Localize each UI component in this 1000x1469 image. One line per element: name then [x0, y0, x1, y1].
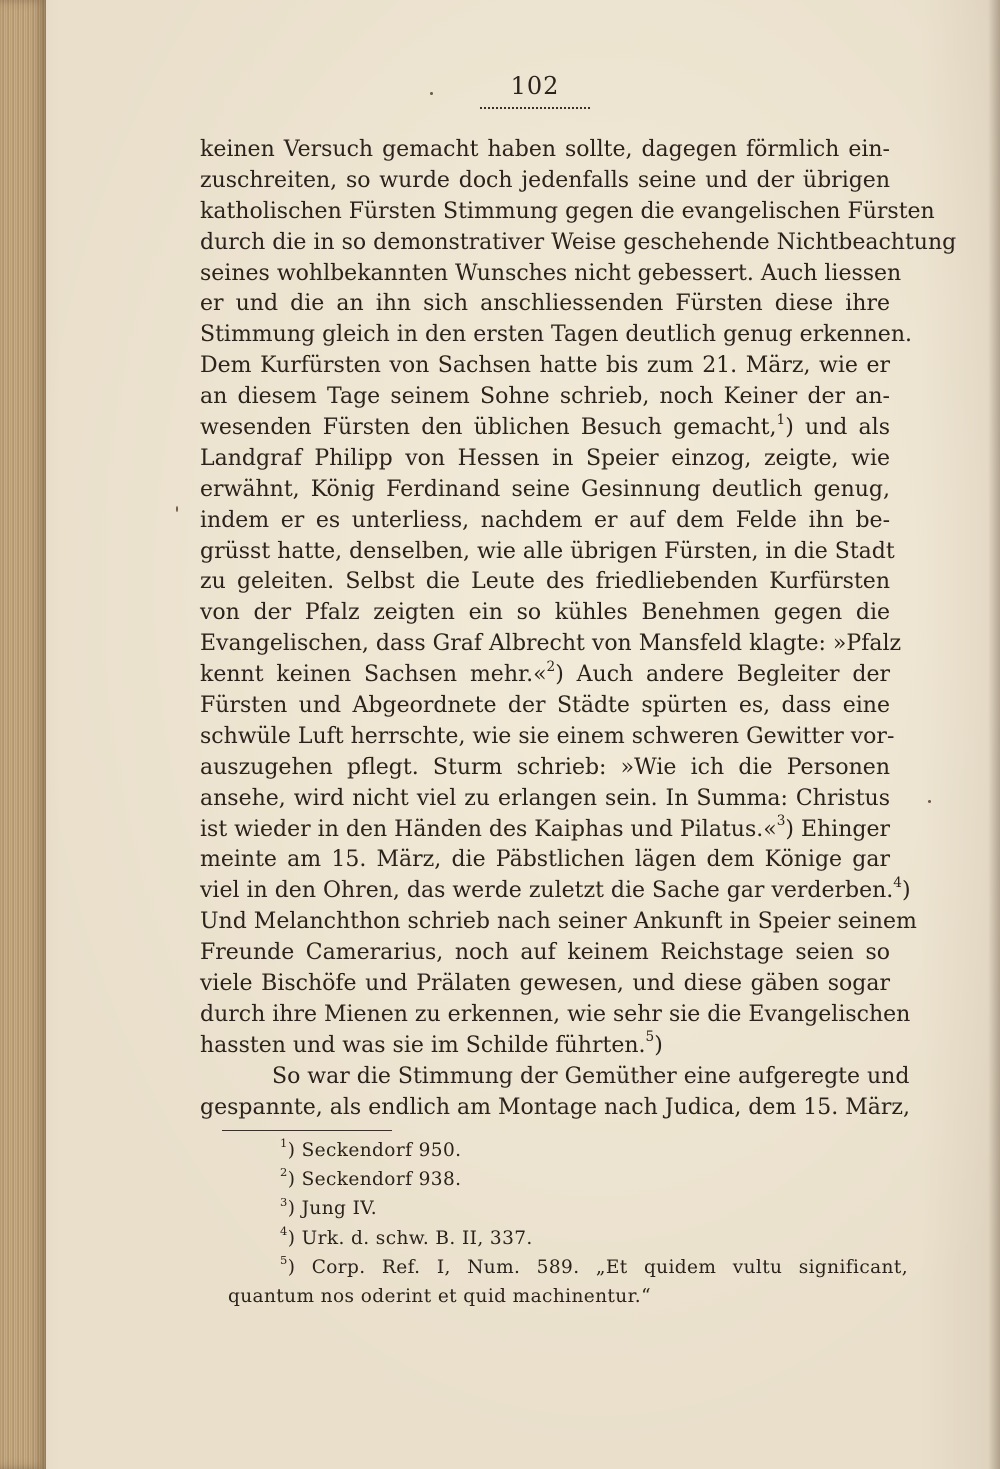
text-line: Und Melanchthon schrieb nach seiner Ankunft in Speier seinem [200, 909, 917, 935]
text-line: Evangelischen, dass Graf Albrecht von Mansfeld klagte: »Pfalz [200, 631, 902, 657]
book-spine [0, 0, 46, 1469]
paper-speck [430, 92, 433, 95]
text-line: Fürsten und Abgeordnete der Städte spürten es, dass eine [200, 693, 890, 719]
footnote-5-continuation: quantum nos oderint et quid machinentur.“ [228, 1286, 651, 1308]
text-segment: kennt keinen Sachsen mehr.« [200, 662, 547, 688]
text-line: von der Pfalz zeigten ein so kühles Benehmen gegen die [200, 600, 890, 626]
paper-speck [176, 506, 178, 512]
paper-speck [928, 800, 931, 803]
text-line: katholischen Fürsten Stimmung gegen die evangelischen Fürsten [200, 198, 935, 224]
text-line-with-footnote-ref [200, 413, 890, 444]
text-segment: ist wieder in den Händen des Kaiphas und Pilatus.« [200, 816, 777, 842]
text-line: gespannte, als endlich am Montage nach Judica, dem 15. März, [200, 1094, 910, 1120]
text-segment: viel in den Ohren, das werde zuletzt die Sache gar verderben. [200, 878, 894, 904]
footnote-text: ) Urk. d. schw. B. II, 337. [287, 1227, 533, 1249]
paren-close: ) [901, 878, 911, 904]
text-segment: hassten und was sie im Schilde führten. [200, 1032, 646, 1058]
text-line: durch die in so demonstrativer Weise geschehende Nichtbeachtung [200, 229, 957, 255]
footnote-separator [222, 1130, 392, 1131]
footnotes [228, 1136, 908, 1311]
footnote-mark: 5 [280, 1252, 288, 1267]
page-number: 102 [510, 72, 560, 100]
footnote-text: ) Seckendorf 938. [287, 1169, 462, 1191]
footnote-text: ) Seckendorf 950. [287, 1140, 462, 1161]
text-line: grüsst hatte, denselben, wie alle übrigen Fürsten, in die Stadt [200, 538, 895, 564]
text-line: an diesem Tage seinem Sohne schrieb, noch Keiner der an- [200, 384, 890, 410]
text-line: Dem Kurfürsten von Sachsen hatte bis zum 21. März, wie er [200, 353, 890, 379]
text-line: auszugehen pflegt. Sturm schrieb: »Wie ich die Personen [200, 754, 890, 780]
paren-close: ) [654, 1032, 663, 1058]
text-line-with-footnote-ref [200, 1031, 890, 1062]
text-line: Landgraf Philipp von Hessen in Speier einzog, zeigte, wie [200, 445, 890, 471]
footnote-mark: 2 [280, 1165, 288, 1180]
text-line: zuschreiten, so wurde doch jedenfalls seine und der übrigen [200, 167, 890, 193]
text-line: viele Bischöfe und Prälaten gewesen, und diese gäben sogar [200, 971, 890, 997]
paren-close: ) [785, 415, 794, 441]
text-line: Freunde Camerarius, noch auf keinem Reichstage seien so [200, 940, 890, 966]
footnote-ref-2: 2 [546, 658, 556, 675]
footnote-text: ) Jung IV. [287, 1198, 378, 1220]
page-edge-shadow [988, 0, 1000, 1469]
paren-close: ) [785, 816, 794, 842]
text-segment: wesenden Fürsten den üblichen Besuch gemacht, [200, 415, 777, 441]
text-line: ansehe, wird nicht viel zu erlangen sein. In Summa: Christus [200, 785, 890, 811]
text-line: Stimmung gleich in den ersten Tagen deutlich genug erkennen. [200, 322, 912, 348]
footnote-2 [228, 1165, 908, 1194]
footnote-4 [228, 1224, 908, 1253]
footnote-ref-3: 3 [776, 813, 786, 830]
footnote-3 [228, 1194, 908, 1223]
page-number-underline [480, 104, 590, 109]
footnote-ref-5: 5 [645, 1029, 655, 1046]
text-line: zu geleiten. Selbst die Leute des friedliebenden Kurfürsten [200, 569, 890, 595]
footnote-ref-1: 1 [776, 411, 786, 428]
text-line: erwähnt, König Ferdinand seine Gesinnung deutlich genug, [200, 476, 890, 502]
footnote-text: ) Corp. Ref. I, Num. 589. „Et quidem vultu significant, [287, 1256, 908, 1278]
text-line: durch ihre Mienen zu erkennen, wie sehr sie die Evangelischen [200, 1001, 911, 1027]
footnote-mark: 1 [280, 1136, 288, 1151]
footnote-mark: 3 [280, 1194, 288, 1209]
text-line: keinen Versuch gemacht haben sollte, dagegen förmlich ein- [200, 137, 890, 162]
paren-close: ) [555, 662, 564, 688]
text-segment: und als [793, 415, 890, 441]
text-line-with-footnote-ref [200, 815, 890, 846]
footnote-ref-4: 4 [893, 875, 902, 892]
text-segment: Ehinger [793, 816, 891, 842]
footnote-5 [228, 1253, 908, 1282]
footnote-1 [228, 1136, 908, 1165]
text-line-with-footnote-ref [200, 660, 890, 691]
footnote-mark: 4 [280, 1223, 288, 1238]
text-segment: Auch andere Begleiter der [563, 662, 890, 688]
text-line: indem er es unterliess, nachdem er auf dem Felde ihn be- [200, 507, 890, 533]
text-line: schwüle Luft herrschte, wie sie einem schweren Gewitter vor- [200, 723, 895, 749]
text-line: seines wohlbekannten Wunsches nicht gebessert. Auch liessen [200, 260, 902, 286]
text-line: meinte am 15. März, die Päbstlichen lägen dem Könige gar [200, 847, 890, 873]
main-text [200, 135, 957, 1124]
text-line-with-footnote-ref [200, 875, 911, 907]
paragraph-start-line: So war die Stimmung der Gemüther eine aufgeregte und [272, 1063, 910, 1089]
text-line: er und die an ihn sich anschliessenden Fürsten diese ihre [200, 291, 890, 317]
